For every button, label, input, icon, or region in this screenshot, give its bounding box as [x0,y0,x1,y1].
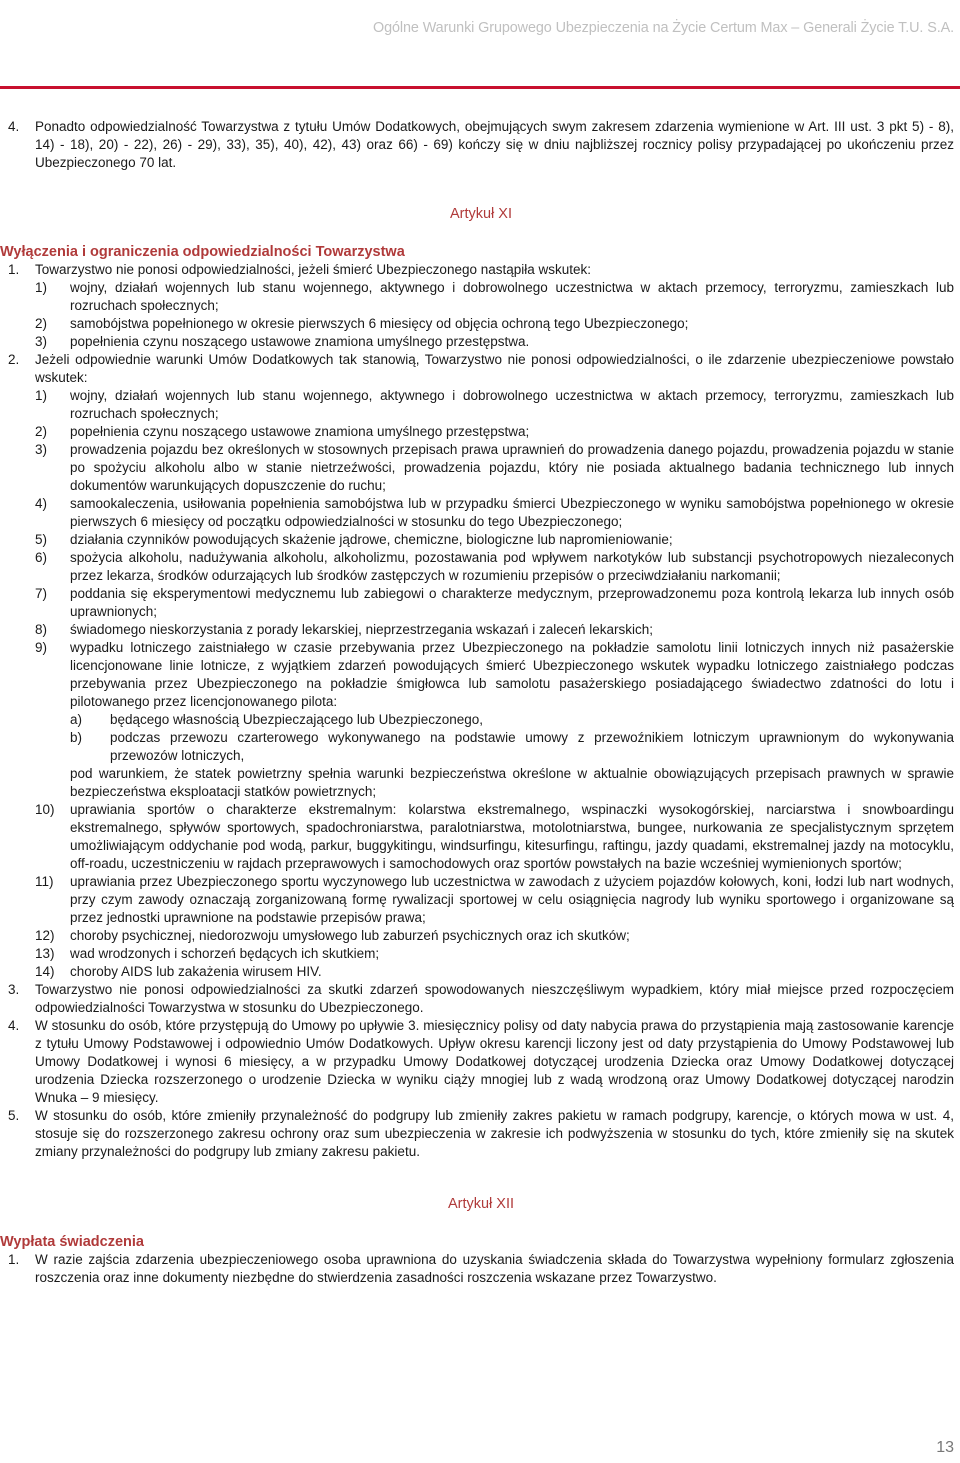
paragraph-text: Towarzystwo nie ponosi odpowiedzialności, jeżeli śmierć Ubezpieczonego nastąpiła wskutek: [35,262,592,277]
item-text: działania czynników powodujących skażenie jądrowe, chemiczne, biologiczne lub napromieniowanie; [70,532,673,547]
paragraph-text: W stosunku do osób, które przystępują do Umowy po upływie 3. miesięcznicy polisy od daty nabycia prawa do przystąpienia mają zastosowanie karencje z tytułu Umowy Podstawowej i odpowiednio Umów Dodatkowych. Upływ okresu karencji liczony jest od daty przystąpienia do Umowy Podstawowej lub Umowy Dodatkowej i wynosi 6 miesięcy, a w przypadku Umowy Dodatkowej dotyczącej urodzenia Dziecka oraz Umowy Dodatkowej dotyczącej urodzenia Dziecka rozszerzonego o urodzenie Dziecka w wyniku ciąży mnogiej lub z wadą wrodzoną oraz Umowy Dodatkowej dotyczącej narodzin Wnuka – 9 miesięcy. [35,1018,954,1105]
paragraph-text: W stosunku do osób, które zmieniły przynależność do podgrupy lub zmieniły zakres pakietu w ramach podgrupy, karencje, o których mowa w ust. 4, stosuje się do rozszerzonego zakresu ochrony oraz sum ubezpieczenia w zakresie ich podwyższenia w stosunku do tych, które zmieniły się na skutek zmiany przynależności do podgrupy lub zmiany zakresu pakietu. [35,1108,954,1159]
article-xii-heading: Wypłata świadczenia [0,1234,144,1250]
list-item [35,531,954,549]
paragraph-number: 5. [8,1108,20,1123]
item-text: poddania się eksperymentowi medycznemu lub zabiegowi o charakterze medycznym, przeprowadzonemu poza kontrolą lekarza lub innych osób uprawnionych; [70,586,954,619]
list-item [35,963,954,981]
list-item [35,873,954,927]
item-text: samobójstwa popełnionego w okresie pierwszych 6 miesięcy od objęcia ochroną tego Ubezpieczonego; [70,316,689,331]
list-item [35,315,954,333]
article-xi-heading: Wyłączenia i ograniczenia odpowiedzialności Towarzystwa [0,244,405,260]
item-text: choroby psychicznej, niedorozwoju umysłowego lub zaburzeń psychicznych oraz ich skutków; [70,928,630,943]
item-text: uprawiania przez Ubezpieczonego sportu wyczynowego lub uczestnictwa w zawodach z użyciem pojazdów kołowych, koni, łodzi lub nart wodnych, przy czym zawody oznaczają zorganizowaną formę rywalizacji sportowej w celu osiągnięcia nagrody lub wyniku sportowego i organizowane są przez jednostki uprawnione na podstawie przepisów prawa; [70,874,954,925]
item-text: popełnienia czynu noszącego ustawowe znamiona umyślnego przestępstwa; [70,424,530,439]
art11-paragraph-5 [8,1107,954,1161]
list-item [35,387,954,423]
paragraph-number: 3. [8,982,20,997]
item-text: choroby AIDS lub zakażenia wirusem HIV. [70,964,322,979]
item-number: 2) [35,424,48,439]
paragraph-number: 4. [8,119,20,134]
paragraph-number: 4. [8,1018,20,1033]
list-item [35,333,954,351]
paragraph-number: 2. [8,352,20,367]
art11-paragraph-3 [8,981,954,1017]
item-text: wojny, działań wojennych lub stanu wojennego, aktywnego i dobrowolnego uczestnictwa w aktach przemocy, terroryzmu, zamieszkach lub rozruchach społecznych; [70,388,954,421]
sub-list-item [70,711,954,729]
item-text: popełnienia czynu noszącego ustawowe znamiona umyślnego przestępstwa. [70,334,530,349]
sub-item-text: będącego własnością Ubezpieczającego lub Ubezpieczonego, [110,712,483,727]
sub-item-text: podczas przewozu czarterowego wykonywanego na podstawie umowy z przewoźnikiem lotniczym uprawnionym do wykonywania przewozów lotniczych, [110,730,954,763]
article-xii-title: Artykuł XII [447,1196,515,1212]
item-number: 1) [35,280,48,295]
list-item [35,495,954,531]
list-item [35,639,954,801]
list-item [35,927,954,945]
item-continuation: pod warunkiem, że statek powietrzny spełnia warunki bezpieczeństwa określone w aktualnie obowiązujących przepisach prawnych w sprawie bezpieczeństwa eksploatacji statków powietrznych; [70,766,954,799]
item-number: 3) [35,334,48,349]
item-number: 9) [35,640,48,655]
item-text: wojny, działań wojennych lub stanu wojennego, aktywnego i dobrowolnego uczestnictwa w aktach przemocy, terroryzmu, zamieszkach lub rozruchach społecznych; [70,280,954,313]
document-body [0,118,954,1287]
paragraph-number: 1. [8,1252,20,1267]
item-number: 11) [35,874,54,889]
list-item [35,585,954,621]
item-number: 6) [35,550,48,565]
item-number: 14) [35,964,55,979]
item-number: 10) [35,802,55,817]
paragraph-text: W razie zajścia zdarzenia ubezpieczeniowego osoba uprawniona do uzyskania świadczenia składa do Towarzystwa wypełniony formularz zgłoszenia roszczenia oraz inne dokumenty niezbędne do stwierdzenia zasadności roszczenia wskazane przez Towarzystwo. [35,1252,954,1285]
document-header: Ogólne Warunki Grupowego Ubezpieczenia na Życie Certum Max – Generali Życie T.U. S.A. [373,20,954,36]
item-number: 4) [35,496,48,511]
item-number: 5) [35,532,48,547]
item-number: 13) [35,946,55,961]
sub-item-letter: b) [70,730,83,745]
paragraph-number: 1. [8,262,20,277]
art12-paragraph-1 [8,1251,954,1287]
item-number: 12) [35,928,55,943]
list-item [35,549,954,585]
sub-item-letter: a) [70,712,83,727]
item-text: uprawiania sportów o charakterze ekstremalnym: kolarstwa ekstremalnego, wspinaczki wysokogórskiej, narciarstwa i snowboardingu ekstremalnego, spływów sportowych, spadochroniarstwa, paralotniarstwa, motolotniarstwa, bungee, nurkowania ze specjalistycznym sprzętem umożliwiającym oddychanie pod wodą, parkur, buggykitingu, windsurfingu, kitesurfingu, raftingu, jazdy quadami, ekstremalnej jazdy na motocyklu, off-roadu, uczestniczeniu w rajdach przeprawowych i samochodowych oraz sportów powstałych na bazie wcześniej wymienionych sportów; [70,802,954,871]
list-item [35,801,954,873]
item-text: wad wrodzonych i schorzeń będących ich skutkiem; [70,946,380,961]
item-number: 3) [35,442,48,457]
list-item [35,621,954,639]
header-rule [0,86,960,89]
list-item [35,441,954,495]
art11-paragraph-2 [8,351,954,981]
item-text: wypadku lotniczego zaistniałego w czasie przebywania przez Ubezpieczonego na pokładzie samolotu linii lotniczych innych niż pasażerskie licencjonowane linie lotnicze, z wyjątkiem zdarzeń powodujących śmierć Ubezpieczonego wskutek wypadku lotniczego zaistniałego podczas przebywania przez Ubezpieczonego na pokładzie śmigłowca lub samolotu pasażerskiego posiadającego świadectwo zdatności do lotu i pilotowanego przez licencjonowanego pilota: [70,640,954,709]
paragraph-text: Ponadto odpowiedzialność Towarzystwa z tytułu Umów Dodatkowych, obejmujących swym zakresem zdarzenia wymienione w Art. III ust. 3 pkt 5) - 8), 14) - 18), 20) - 22), 26) - 29), 33), 35), 40), 42), 43) oraz 66) - 69) kończy się w dniu najbliższej rocznicy polisy przypadającej po ukończeniu przez Ubezpieczonego 70 lat. [35,119,954,170]
list-item [35,423,954,441]
list-item [35,945,954,963]
paragraph-4 [8,118,954,172]
item-text: spożycia alkoholu, nadużywania alkoholu, alkoholizmu, pozostawania pod wpływem narkotyków lub substancji psychotropowych niezaleconych przez lekarza, środków odurzających lub środków zastępczych w rozumieniu przepisów o przeciwdziałaniu narkomanii; [70,550,954,583]
paragraph-text: Towarzystwo nie ponosi odpowiedzialności za skutki zdarzeń spowodowanych nieszczęśliwym wypadkiem, który miał miejsce przed rozpoczęciem odpowiedzialności Towarzystwa w stosunku do Ubezpieczonego. [35,982,954,1015]
list-item [35,279,954,315]
art11-paragraph-1 [8,261,954,351]
paragraph-text: Jeżeli odpowiednie warunki Umów Dodatkowych tak stanowią, Towarzystwo nie ponosi odpowiedzialności, o ile zdarzenie ubezpieczeniowe powstało wskutek: [35,352,954,385]
page-number: 13 [936,1439,954,1456]
item-number: 8) [35,622,48,637]
item-number: 2) [35,316,48,331]
art11-paragraph-4 [8,1017,954,1107]
item-number: 7) [35,586,48,601]
sub-list-item [70,729,954,765]
article-xi-title: Artykuł XI [449,206,513,222]
item-text: samookaleczenia, usiłowania popełnienia samobójstwa lub w przypadku śmierci Ubezpieczonego w wyniku samobójstwa popełnionego w okresie pierwszych 6 miesięcy od początku odpowiedzialności w stosunku do tego Ubezpieczonego; [70,496,954,529]
item-text: świadomego nieskorzystania z porady lekarskiej, nieprzestrzegania wskazań i zaleceń lekarskich; [70,622,654,637]
item-text: prowadzenia pojazdu bez określonych w stosownych przepisach prawa uprawnień do prowadzenia danego pojazdu, prowadzenia pojazdu w stanie po spożyciu alkoholu albo w stanie nietrzeźwości, prowadzenia pojazdu, który nie posiada aktualnego badania technicznego lub innych dokumentów warunkujących dopuszczenie do ruchu; [70,442,954,493]
item-number: 1) [35,388,48,403]
